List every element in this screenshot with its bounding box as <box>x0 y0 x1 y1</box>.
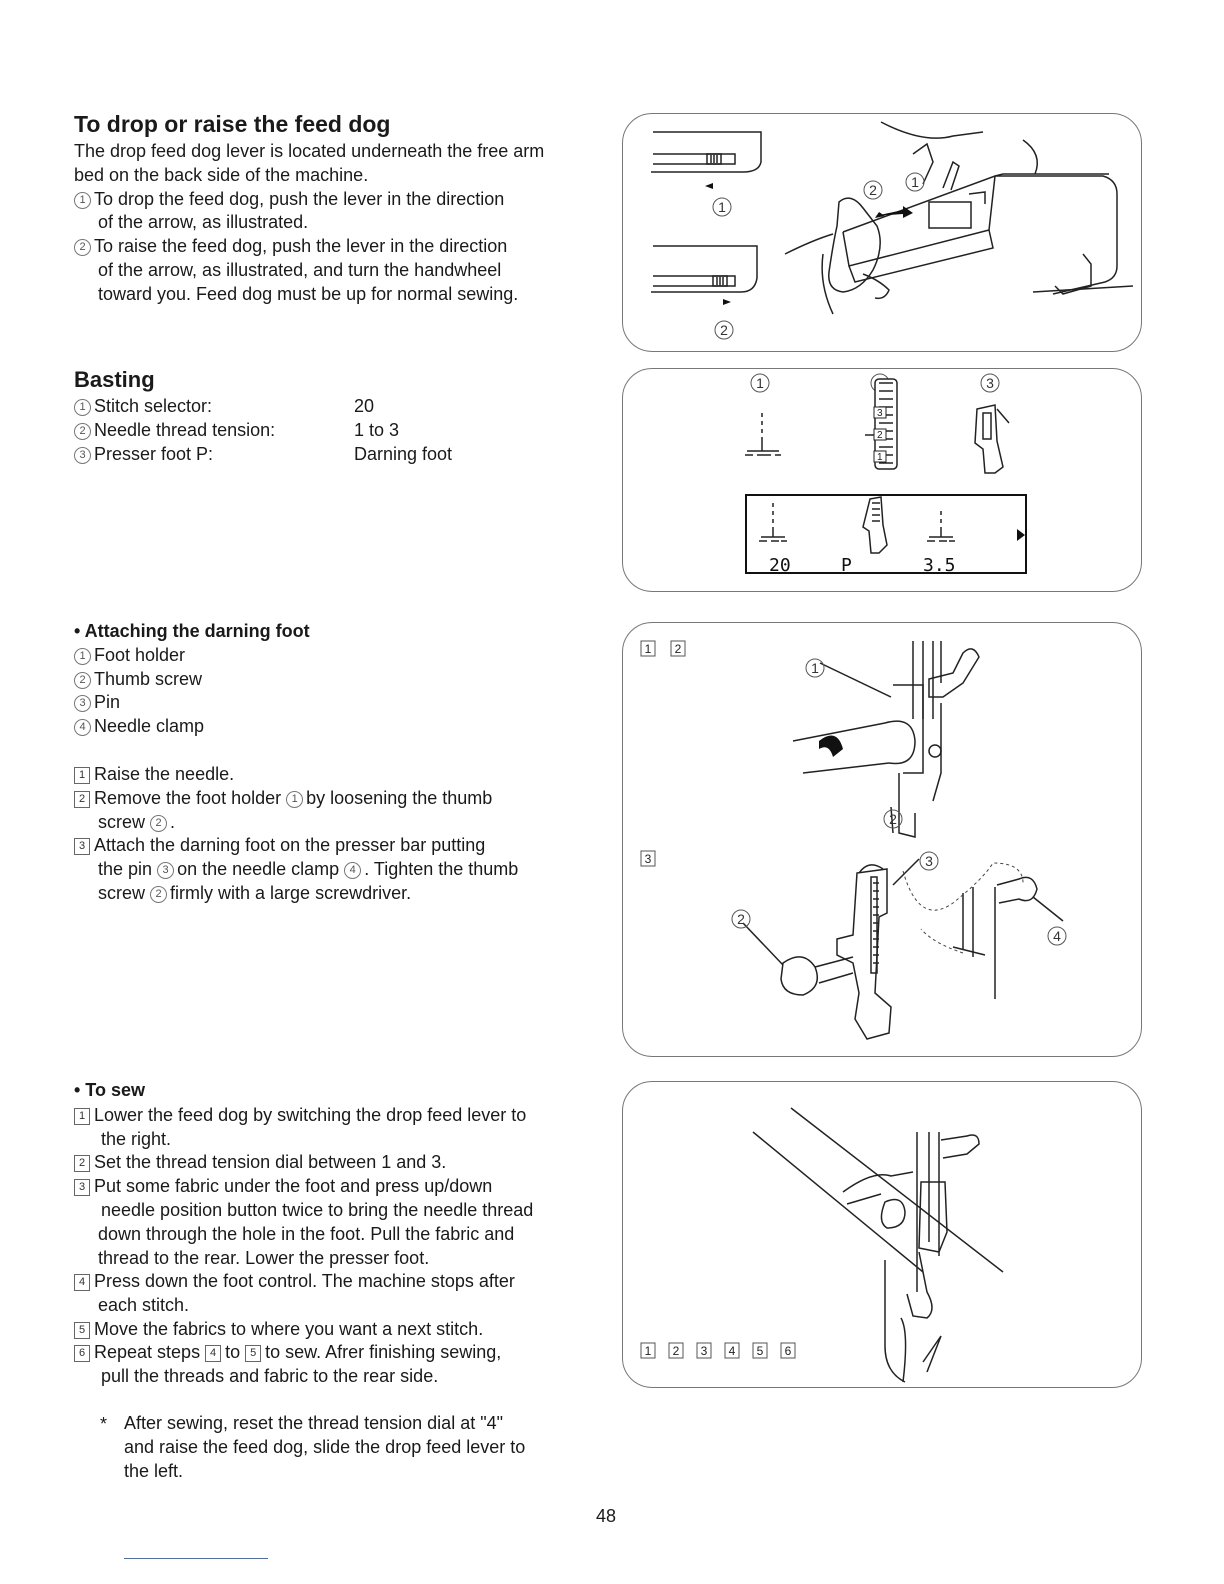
step-text: screw <box>98 883 146 903</box>
circled-number: 4 <box>344 862 361 879</box>
dial-tick: 1 <box>877 452 883 463</box>
step-text: Repeat steps <box>94 1342 201 1362</box>
sew-step-5 <box>74 1319 483 1340</box>
part-label: Foot holder <box>94 645 186 665</box>
feed-dog-step-2: of the arrow, as illustrated, and turn the handwheel <box>98 260 502 280</box>
callout-number: 2 <box>737 911 745 927</box>
step-number-box: 3 <box>74 1179 90 1196</box>
note-text: and raise the feed dog, slide the drop feed lever to <box>124 1437 526 1457</box>
feed-dog-step-2: toward you. Feed dog must be up for normal sewing. <box>98 284 519 304</box>
feed-dog-figure <box>622 113 1142 352</box>
sew-step-1 <box>74 1105 526 1126</box>
feed-dog-title: To drop or raise the feed dog <box>74 111 391 137</box>
to-sew-figure <box>622 1081 1142 1388</box>
page-number: 48 <box>596 1506 617 1526</box>
darning-step-3 <box>74 835 485 856</box>
sew-step-6: pull the threads and fabric to the rear side. <box>101 1366 439 1386</box>
basting-row <box>74 396 212 417</box>
step-box-number: 1 <box>644 1344 652 1358</box>
step-box-number: 5 <box>756 1344 764 1358</box>
part-item <box>74 716 204 737</box>
basting-illustration <box>623 369 1141 591</box>
basting-value: 20 <box>354 396 375 416</box>
step-number-box: 2 <box>74 791 90 808</box>
step-text: Put some fabric under the foot and press up/down <box>94 1176 493 1196</box>
darning-step-2 <box>98 812 175 833</box>
circled-number: 1 <box>74 192 91 209</box>
callout-number: 1 <box>718 199 726 215</box>
darning-step-2 <box>74 788 492 809</box>
step-number-box: 5 <box>74 1322 90 1339</box>
note-star: * <box>100 1414 108 1434</box>
callout-number: 1 <box>756 375 764 391</box>
basting-title: Basting <box>74 367 155 392</box>
step-text: To drop the feed dog, push the lever in the direction <box>94 189 505 209</box>
step-text: on the needle clamp <box>177 859 340 879</box>
callout-number: 2 <box>869 182 877 198</box>
callout-number: 1 <box>911 174 919 190</box>
step-text: Move the fabrics to where you want a next stitch. <box>94 1319 484 1339</box>
feed-dog-intro: The drop feed dog lever is located underneath the free arm <box>74 141 545 161</box>
sew-step-3: thread to the rear. Lower the presser foot. <box>98 1248 430 1268</box>
step-box-number: 2 <box>672 1344 680 1358</box>
circled-number: 1 <box>74 648 91 665</box>
step-number-box: 1 <box>74 1108 90 1125</box>
callout-number: 1 <box>811 660 819 676</box>
sew-step-1: the right. <box>101 1129 172 1149</box>
step-text: Attach the darning foot on the presser bar putting <box>94 835 486 855</box>
basting-label: Presser foot P: <box>94 444 214 464</box>
to-sew-title: • To sew <box>74 1080 145 1100</box>
circled-number: 3 <box>74 447 91 464</box>
step-number-box: 2 <box>74 1155 90 1172</box>
basting-figure <box>622 368 1142 592</box>
lcd-pattern: 20 <box>769 555 791 576</box>
to-sew-illustration <box>623 1082 1141 1387</box>
step-text: Press down the foot control. The machine stops after <box>94 1271 515 1291</box>
step-text: firmly with a large screwdriver. <box>170 883 412 903</box>
circled-number: 3 <box>157 862 174 879</box>
sew-step-3: down through the hole in the foot. Pull the fabric and <box>98 1224 515 1244</box>
basting-value: Darning foot <box>354 444 453 464</box>
circled-number: 1 <box>286 791 303 808</box>
callout-number: 2 <box>720 322 728 338</box>
step-text: to sew. Afrer finishing sewing, <box>265 1342 502 1362</box>
sew-step-4 <box>74 1271 515 1292</box>
basting-row <box>74 444 213 465</box>
callout-number: 2 <box>889 811 897 827</box>
basting-label: Stitch selector: <box>94 396 213 416</box>
step-text: screw <box>98 812 146 832</box>
note-text: the left. <box>124 1461 184 1481</box>
part-label: Pin <box>94 692 121 712</box>
part-item <box>74 692 120 713</box>
circled-number: 2 <box>74 672 91 689</box>
darning-step-3 <box>98 883 411 904</box>
circled-number: 2 <box>74 423 91 440</box>
step-text: the pin <box>98 859 153 879</box>
circled-number: 4 <box>74 719 91 736</box>
feed-dog-step-1 <box>74 189 504 210</box>
callout-number: 3 <box>986 375 994 391</box>
feed-dog-intro: bed on the back side of the machine. <box>74 165 369 185</box>
step-number-box: 4 <box>74 1274 90 1291</box>
part-label: Needle clamp <box>94 716 205 736</box>
step-text: . Tighten the thumb <box>364 859 519 879</box>
step-box-number: 2 <box>674 642 682 656</box>
part-label: Thumb screw <box>94 669 203 689</box>
step-box-number: 3 <box>700 1344 708 1358</box>
sew-step-2 <box>74 1152 446 1173</box>
note-text: After sewing, reset the thread tension dial at "4" <box>124 1413 503 1433</box>
sew-step-3 <box>74 1176 492 1197</box>
step-box-number: 3 <box>644 852 652 866</box>
part-item <box>74 645 185 666</box>
lcd-foot: P <box>841 555 852 576</box>
step-text: Set the thread tension dial between 1 and 3. <box>94 1152 447 1172</box>
callout-number: 4 <box>1053 928 1061 944</box>
circled-number: 2 <box>74 239 91 256</box>
footer-rule <box>124 1558 268 1559</box>
circled-number: 2 <box>150 815 167 832</box>
step-number-box: 1 <box>74 767 90 784</box>
darning-foot-figure <box>622 622 1142 1057</box>
darning-step-3 <box>98 859 518 880</box>
dial-tick: 3 <box>877 408 883 419</box>
step-number-box: 5 <box>245 1345 261 1362</box>
step-box-number: 1 <box>644 642 652 656</box>
feed-dog-illustration <box>623 114 1141 351</box>
step-text: . <box>170 812 176 832</box>
step-text: Raise the needle. <box>94 764 235 784</box>
step-number-box: 4 <box>205 1345 221 1362</box>
step-text: To raise the feed dog, push the lever in the direction <box>94 236 508 256</box>
step-number-box: 6 <box>74 1345 90 1362</box>
sew-step-3: needle position button twice to bring the needle thread <box>101 1200 534 1220</box>
step-box-number: 6 <box>784 1344 792 1358</box>
turn-arrow-icon <box>819 736 843 757</box>
darning-step-1 <box>74 764 234 785</box>
callout-number: 3 <box>925 853 933 869</box>
darning-foot-illustration <box>623 623 1141 1056</box>
sew-step-6 <box>74 1342 501 1363</box>
circled-number: 3 <box>74 695 91 712</box>
lcd-length: 3.5 <box>923 555 956 576</box>
step-text: Remove the foot holder <box>94 788 282 808</box>
dial-tick: 2 <box>877 430 883 441</box>
feed-dog-step-1: of the arrow, as illustrated. <box>98 212 309 232</box>
step-text: by loosening the thumb <box>306 788 493 808</box>
circled-number: 1 <box>74 399 91 416</box>
feed-dog-step-2 <box>74 236 507 257</box>
darning-title: • Attaching the darning foot <box>74 621 310 641</box>
part-item <box>74 669 202 690</box>
basting-row <box>74 420 275 441</box>
circled-number: 2 <box>150 886 167 903</box>
step-text: Lower the feed dog by switching the drop feed lever to <box>94 1105 527 1125</box>
basting-label: Needle thread tension: <box>94 420 276 440</box>
sew-step-4: each stitch. <box>98 1295 190 1315</box>
step-box-number: 4 <box>728 1344 736 1358</box>
basting-value: 1 to 3 <box>354 420 400 440</box>
step-text: to <box>225 1342 241 1362</box>
step-number-box: 3 <box>74 838 90 855</box>
